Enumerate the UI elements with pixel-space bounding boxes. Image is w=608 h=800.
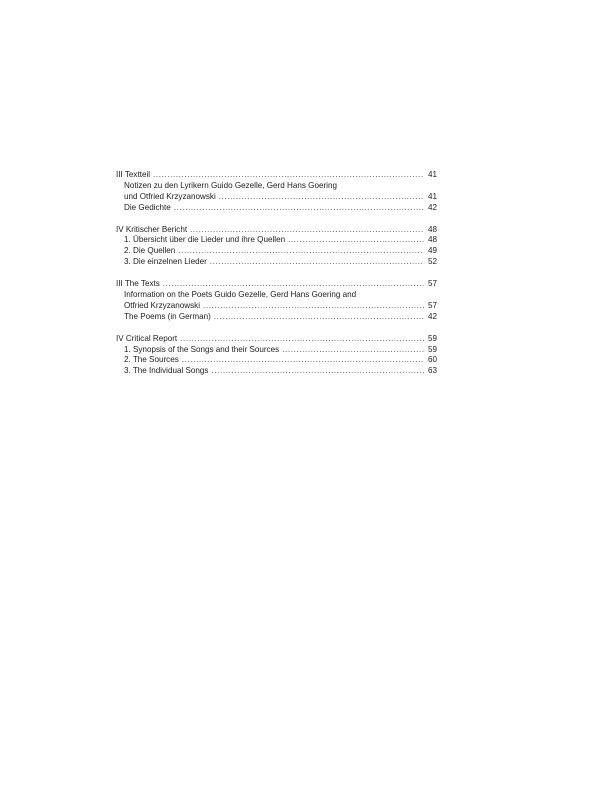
toc-page-number: 57 (427, 300, 437, 310)
toc-leader-dots (180, 334, 424, 345)
toc-entry (116, 355, 437, 366)
toc-leader-dots (190, 225, 424, 236)
toc-entry-title: The Poems (in German) (124, 311, 211, 321)
toc-entry (116, 312, 437, 323)
toc-section-textteil (116, 170, 437, 214)
toc-entry-title: 2. Die Quellen (124, 246, 176, 256)
toc-page-number: 49 (427, 246, 437, 256)
toc-leader-dots (219, 192, 424, 203)
toc-leader-dots (182, 355, 424, 366)
toc-entry-title: III Textteil (116, 170, 151, 179)
table-of-contents (116, 170, 437, 388)
toc-entry-title: 1. Synopsis of the Songs and their Sources (124, 344, 280, 354)
toc-page-number: 59 (427, 333, 437, 343)
toc-leader-dots (211, 366, 424, 377)
toc-page-number: 42 (427, 311, 437, 321)
toc-entry-title: Information on the Poets Guido Gezelle, Gerd Hans Goering and (124, 290, 357, 300)
toc-entry (116, 246, 437, 257)
toc-entry (116, 301, 437, 312)
toc-entry (116, 334, 437, 345)
toc-entry-title: 2. The Sources (124, 355, 179, 365)
toc-entry-title: IV Kritischer Bericht (116, 224, 188, 234)
toc-entry-title: Notizen zu den Lyrikern Guido Gezelle, Gerd Hans Goering (124, 180, 337, 190)
toc-entry (116, 366, 437, 377)
toc-page-number: 63 (427, 366, 437, 376)
toc-section-kritischer-bericht (116, 225, 437, 269)
toc-section-critical-report (116, 334, 437, 378)
toc-entry (116, 225, 437, 236)
toc-page-number: 59 (427, 344, 437, 354)
toc-entry (116, 181, 437, 192)
toc-entry-title: und Otfried Krzyzanowski (124, 191, 216, 201)
toc-leader-dots (178, 246, 424, 257)
toc-page-number: 42 (427, 202, 437, 212)
toc-page-number: 48 (427, 224, 437, 234)
toc-page-number: 52 (427, 257, 437, 267)
toc-page-number: 60 (427, 355, 437, 365)
toc-leader-dots (288, 235, 424, 246)
toc-entry (116, 345, 437, 356)
toc-entry-title: 1. Übersicht über die Lieder und ihre Quellen (124, 235, 286, 245)
toc-entry (116, 257, 437, 268)
toc-entry (116, 235, 437, 246)
toc-entry (116, 279, 437, 290)
toc-leader-dots (214, 312, 424, 323)
toc-leader-dots (210, 257, 424, 268)
toc-entry-title: Otfried Krzyzanowski (124, 300, 201, 310)
toc-leader-dots (174, 203, 424, 214)
toc-entry (116, 192, 437, 203)
toc-page-number: 48 (427, 235, 437, 245)
toc-entry (116, 290, 437, 301)
toc-leader-dots (203, 301, 424, 312)
toc-entry-title: IV Critical Report (116, 333, 178, 343)
toc-entry-title: 3. Die einzelnen Lieder (124, 257, 207, 267)
toc-entry-title: Die Gedichte (124, 202, 171, 212)
toc-leader-dots (282, 345, 424, 356)
toc-page-number: 41 (427, 170, 437, 179)
toc-leader-dots (153, 170, 424, 181)
toc-page-number: 57 (427, 279, 437, 289)
toc-page-number: 41 (427, 191, 437, 201)
toc-leader-dots (163, 279, 424, 290)
toc-entry-title: 3. The Individual Songs (124, 366, 209, 376)
toc-entry (116, 203, 437, 214)
toc-section-the-texts (116, 279, 437, 323)
toc-entry-title: III The Texts (116, 279, 160, 289)
toc-entry (116, 170, 437, 181)
